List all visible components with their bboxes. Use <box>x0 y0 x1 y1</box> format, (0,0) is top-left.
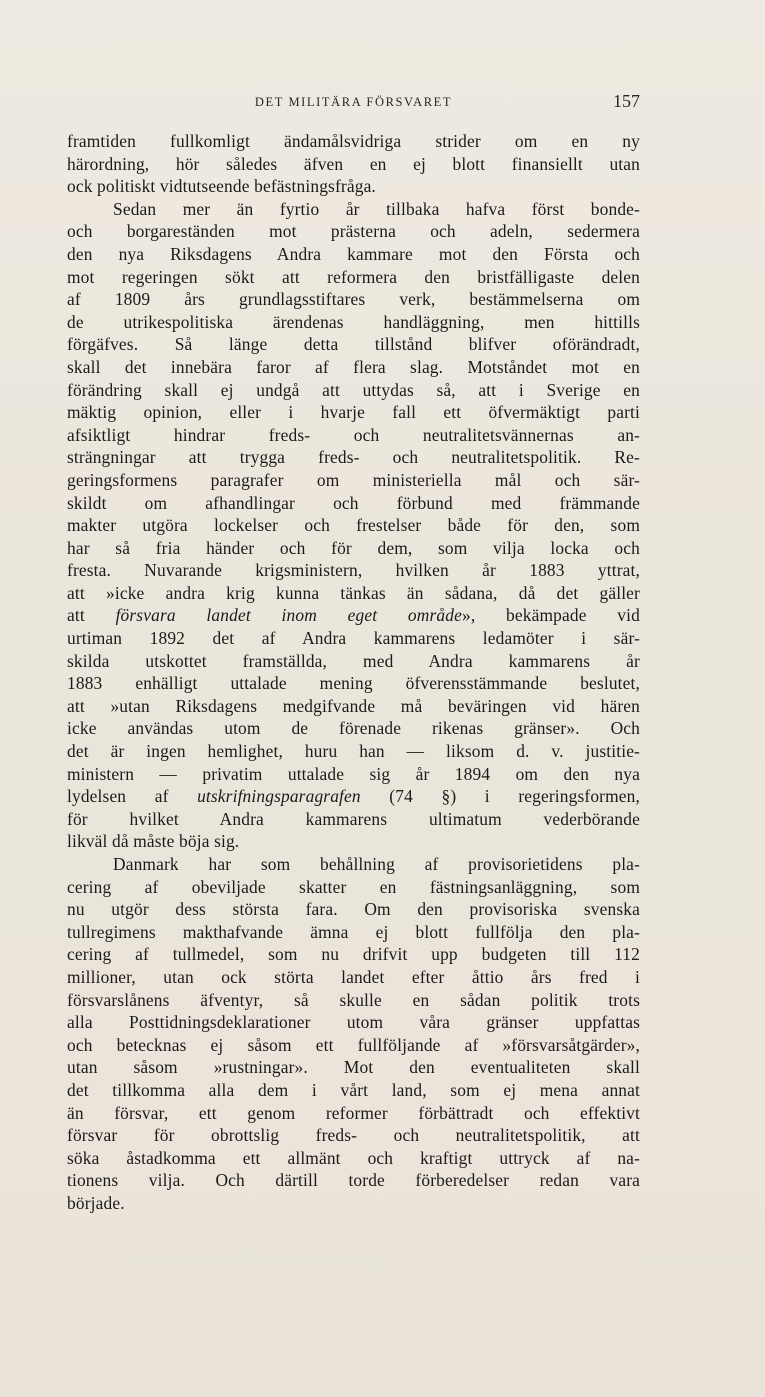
text-run: den nya Riksdagens Andra kammare mot den Första och <box>67 243 640 264</box>
text-line <box>67 153 640 176</box>
text-line <box>67 379 640 402</box>
text-line <box>67 1102 640 1125</box>
text-line <box>67 1124 640 1147</box>
text-run: lydelsen af <box>67 786 198 807</box>
text-line <box>67 740 640 763</box>
text-run: förgäfves. Så länge detta tillstånd blifver oförändradt, <box>67 334 640 355</box>
text-run: ministern — privatim uttalade sig år 1894 om den nya <box>67 763 640 784</box>
text-line <box>67 604 640 627</box>
text-run: tionens vilja. Och därtill torde förberedelser redan vara <box>67 1170 640 1191</box>
text-line <box>67 717 640 740</box>
text-run: började. <box>67 1192 125 1213</box>
text-run: Sedan mer än fyrtio år tillbaka hafva först bonde- <box>113 198 640 219</box>
text-run: söka åstadkomma ett allmänt och kraftigt uttryck af na- <box>67 1147 640 1168</box>
body-text <box>67 130 640 1215</box>
text-run: fresta. Nuvarande krigsministern, hvilken år 1883 yttrat, <box>67 560 640 581</box>
text-line <box>67 333 640 356</box>
text-run: tullregimens makthafvande ämna ej blott fullfölja den pla- <box>67 921 640 942</box>
text-run: likväl då måste böja sig. <box>67 831 240 852</box>
text-run: strängningar att trygga freds- och neutralitetspolitik. Re- <box>67 447 640 468</box>
text-run: framtiden fullkomligt ändamålsvidriga strider om en ny <box>67 131 640 151</box>
text-run: att <box>67 605 116 626</box>
text-run: afsiktligt hindrar freds- och neutralitetsvännernas an- <box>67 424 640 445</box>
text-run: har så fria händer och för dem, som vilja locka och <box>67 537 640 558</box>
text-line <box>67 989 640 1012</box>
text-run: skilda utskottet framställda, med Andra kammarens år <box>67 650 640 671</box>
text-line <box>67 830 640 853</box>
text-line <box>67 695 640 718</box>
text-line <box>67 1169 640 1192</box>
text-run: geringsformens paragrafer om ministeriella mål och sär- <box>67 469 640 490</box>
text-line <box>67 266 640 289</box>
text-line <box>67 808 640 831</box>
text-run: försvarslånens äfventyr, så skulle en sådan politik trots <box>67 989 640 1010</box>
text-line <box>67 175 640 198</box>
text-run: och betecknas ej såsom ett fullföljande af »försvarsåtgärder», <box>67 1034 640 1055</box>
text-line <box>67 1011 640 1034</box>
text-run: millioner, utan ock störta landet efter åttio års fred i <box>67 966 640 987</box>
text-line <box>67 424 640 447</box>
text-line <box>67 559 640 582</box>
text-line <box>67 1192 640 1215</box>
text-line <box>67 1147 640 1170</box>
text-run: än försvar, ett genom reformer förbättradt och effektivt <box>67 1102 640 1123</box>
text-line <box>67 582 640 605</box>
text-line <box>67 469 640 492</box>
text-run: det tillkomma alla dem i vårt land, som ej mena annat <box>67 1079 640 1100</box>
text-line <box>67 921 640 944</box>
text-run: Danmark har som behållning af provisorietidens pla- <box>113 854 640 874</box>
text-line <box>67 514 640 537</box>
text-run: », bekämpade vid <box>461 605 640 626</box>
text-line <box>67 876 640 899</box>
text-run: utan såsom »rustningar». Mot den eventualiteten skall <box>67 1057 640 1078</box>
text-run: ock politiskt vidtutseende befästningsfråga. <box>67 176 376 197</box>
text-line <box>67 356 640 379</box>
text-line <box>67 288 640 311</box>
text-line <box>67 311 640 334</box>
text-run: af 1809 års grundlagsstiftares verk, bestämmelserna om <box>67 289 640 310</box>
text-line <box>67 898 640 921</box>
text-line <box>67 763 640 786</box>
page-header <box>67 91 640 115</box>
text-run: för hvilket Andra kammarens ultimatum vederbörande <box>67 808 640 829</box>
text-line <box>67 966 640 989</box>
text-run: cering af obeviljade skatter en fästningsanläggning, som <box>67 876 640 897</box>
italic-text: utskrifningsparagrafen <box>197 786 361 807</box>
text-run: försvar för obrottslig freds- och neutralitetspolitik, att <box>67 1125 640 1146</box>
text-line <box>67 627 640 650</box>
text-run: nu utgör dess största fara. Om den provisoriska svenska <box>67 899 640 920</box>
text-run: härordning, hör således äfven en ej blott finansiellt utan <box>67 153 640 174</box>
text-line <box>67 243 640 266</box>
text-run: det är ingen hemlighet, huru han — liksom d. v. justitie- <box>67 741 640 762</box>
italic-text: försvara landet inom eget område <box>115 605 462 626</box>
text-line <box>67 1079 640 1102</box>
text-run: 1883 enhälligt uttalade mening öfverensstämmande beslutet, <box>67 673 640 694</box>
text-run: mäktig opinion, eller i hvarje fall ett öfvermäktigt parti <box>67 402 640 423</box>
text-run: icke användas utom de förenade rikenas gränser». Och <box>67 718 640 739</box>
text-run: cering af tullmedel, som nu drifvit upp budgeten till 112 <box>67 944 640 965</box>
text-line <box>67 650 640 673</box>
text-run: skall det innebära faror af flera slag. Motståndet mot en <box>67 356 640 377</box>
text-line <box>67 943 640 966</box>
text-line <box>67 853 640 876</box>
text-run: skildt om afhandlingar och förbund med främmande <box>67 492 640 513</box>
text-run: mot regeringen sökt att reformera den bristfälligaste delen <box>67 266 640 287</box>
text-line <box>67 672 640 695</box>
running-head-title: DET MILITÄRA FÖRSVARET <box>254 95 453 109</box>
text-run: (74 §) i regeringsformen, <box>360 786 641 807</box>
text-run: urtiman 1892 det af Andra kammarens ledamöter i sär- <box>67 628 640 649</box>
text-line <box>67 1056 640 1079</box>
text-run: förändring skall ej undgå att uttydas så, att i Sverige en <box>67 379 640 400</box>
text-line <box>67 537 640 560</box>
text-run: alla Posttidningsdeklarationer utom våra gränser uppfattas <box>67 1012 640 1033</box>
text-line <box>67 130 640 153</box>
text-line <box>67 198 640 221</box>
text-run: att »utan Riksdagens medgifvande må beväringen vid hären <box>67 695 640 716</box>
text-line <box>67 446 640 469</box>
text-line <box>67 1034 640 1057</box>
text-run: makter utgöra lockelser och frestelser både för den, som <box>67 515 640 536</box>
page-number: 157 <box>613 91 640 111</box>
text-run: att »icke andra krig kunna tänkas än sådana, då det gäller <box>67 582 640 603</box>
text-run: och borgareständen mot prästerna och adeln, sedermera <box>67 221 640 242</box>
text-line <box>67 785 640 808</box>
text-line <box>67 220 640 243</box>
text-run: de utrikespolitiska ärendenas handläggning, men hittills <box>67 311 640 332</box>
text-line <box>67 492 640 515</box>
text-line <box>67 401 640 424</box>
